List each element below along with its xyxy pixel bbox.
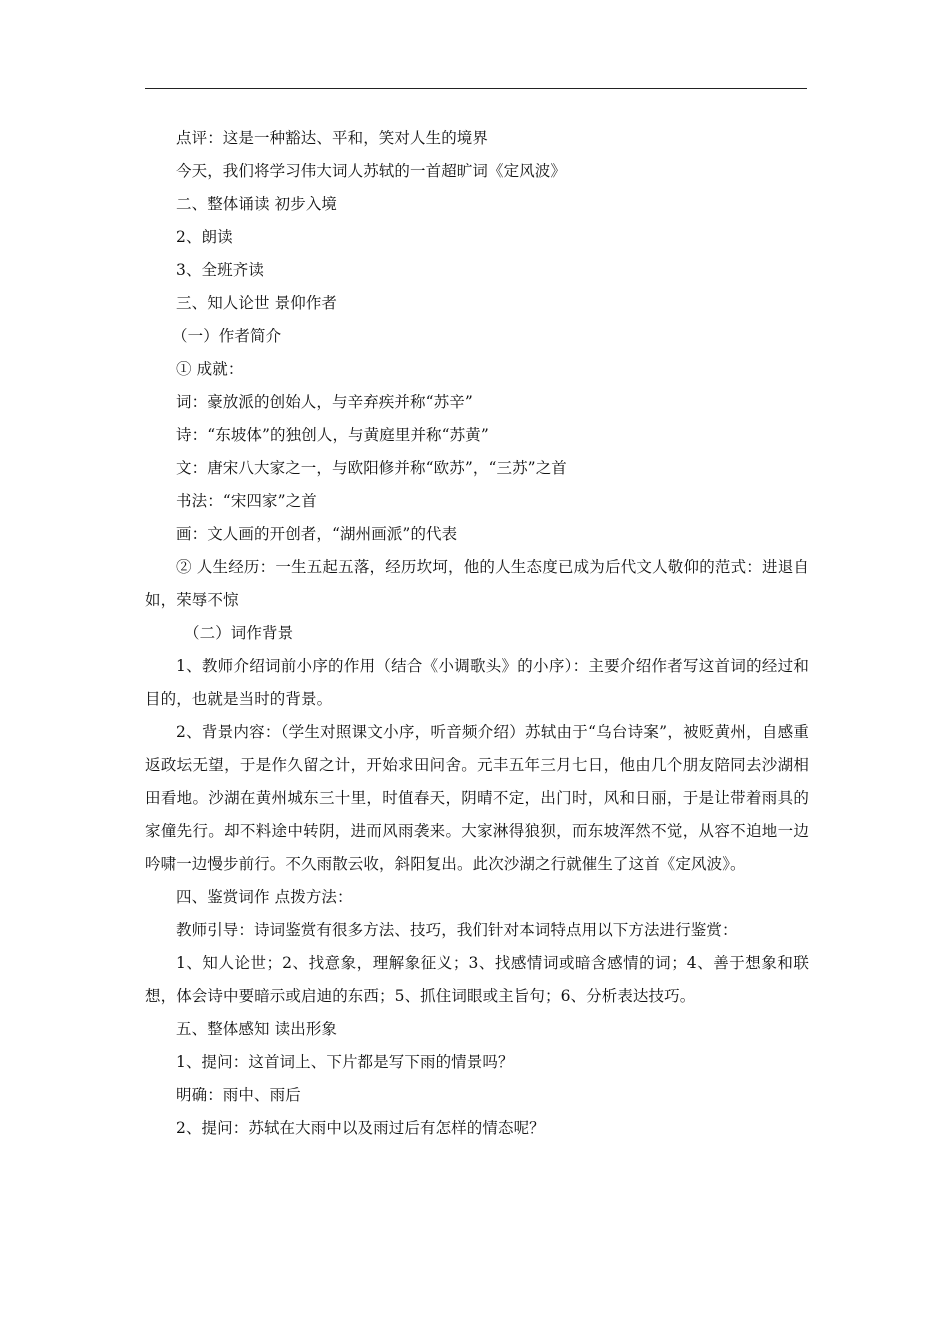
heading-section-5: 五、整体感知 读出形象 — [176, 1020, 338, 1038]
paragraph-methods: 1、知人论世；2、找意象，理解象征义；3、找感情词或暗含感情的词；4、善于想象和联想，体会诗中要暗示或启迪的东西；5、抓住词眼或主旨句；6、分析表达技巧。 — [145, 954, 809, 1005]
document-body — [145, 122, 809, 1145]
list-item: 诗：“东坡体”的独创人，与黄庭里并称“苏黄” — [176, 426, 489, 444]
header-rule — [145, 88, 807, 89]
paragraph-comment: 点评：这是一种豁达、平和，笑对人生的境界 — [176, 129, 489, 147]
paragraph-life-experience: ② 人生经历：一生五起五落，经历坎坷，他的人生态度已成为后代文人敬仰的范式：进退自如，荣辱不惊 — [145, 558, 809, 609]
list-item: 书法：“宋四家”之首 — [176, 492, 317, 510]
list-item: 2、朗读 — [176, 228, 233, 246]
paragraph-teacher-guide: 教师引导：诗词鉴赏有很多方法、技巧，我们针对本词特点用以下方法进行鉴赏： — [176, 921, 738, 939]
list-item: ① 成就： — [176, 360, 244, 378]
heading-section-3: 三、知人论世 景仰作者 — [176, 294, 338, 312]
list-item: 1、提问：这首词上、下片都是写下雨的情景吗？ — [176, 1053, 514, 1071]
subheading-author-intro: （一）作者简介 — [172, 327, 282, 345]
paragraph-intro: 今天，我们将学习伟大词人苏轼的一首超旷词《定风波》 — [176, 162, 567, 180]
subheading-background: （二）词作背景 — [184, 624, 294, 642]
list-item: 2、提问：苏轼在大雨中以及雨过后有怎样的情态呢？ — [176, 1119, 545, 1137]
heading-section-4: 四、鉴赏词作 点拨方法： — [176, 888, 353, 906]
list-item: 词：豪放派的创始人，与辛弃疾并称“苏辛” — [176, 393, 473, 411]
list-item: 3、全班齐读 — [176, 261, 264, 279]
heading-section-2: 二、整体诵读 初步入境 — [176, 195, 338, 213]
paragraph-background-content: 2、背景内容：（学生对照课文小序，听音频介绍）苏轼由于“乌台诗案”，被贬黄州，自感重返政坛无望，于是作久留之计，开始求田问舍。元丰五年三月七日，他由几个朋友陪同去沙湖相田看地。沙湖在黄州城东三十里，时值春天，阴晴不定，出门时，风和日丽，于是让带着雨具的家僮先行。却不料途中转阴，进而风雨袭来。大家淋得狼狈，而东坡浑然不觉，从容不迫地一边吟啸一边慢步前行。不久雨散云收，斜阳复出。此次沙湖之行就催生了这首《定风波》。 — [145, 723, 809, 873]
list-item: 明确：雨中、雨后 — [176, 1086, 301, 1104]
list-item: 文：唐宋八大家之一，与欧阳修并称“欧苏”，“三苏”之首 — [176, 459, 567, 477]
paragraph-preface: 1、教师介绍词前小序的作用（结合《小调歌头》的小序）：主要介绍作者写这首词的经过和目的，也就是当时的背景。 — [145, 657, 809, 708]
list-item: 画：文人画的开创者，“湖州画派”的代表 — [176, 525, 458, 543]
